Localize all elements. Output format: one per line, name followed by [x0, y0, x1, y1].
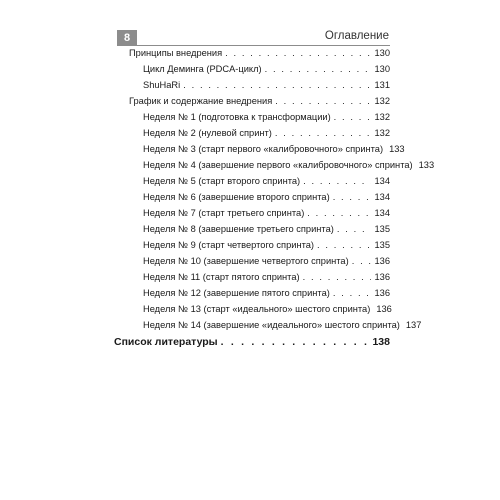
toc-entry-page: 137	[405, 320, 422, 330]
toc-entry-page: 132	[374, 128, 390, 138]
toc-entry-label: Список литературы	[114, 336, 218, 348]
toc-entry-label: Неделя № 14 (завершение «идеального» шестого спринта)	[143, 320, 400, 330]
toc-entry-page: 134	[374, 176, 390, 186]
toc-entry	[129, 95, 390, 107]
toc-entry	[143, 287, 390, 299]
toc-entry-label: Принципы внедрения	[129, 48, 223, 58]
toc-entry-page: 132	[374, 112, 390, 122]
toc-entry	[143, 207, 390, 219]
toc-entry-label: Неделя № 3 (старт первого «калибровочного» спринта)	[143, 144, 384, 154]
toc-entry	[143, 159, 435, 171]
leader-dots	[183, 79, 371, 91]
toc-entry	[143, 191, 390, 203]
toc-entry-page: 136	[374, 256, 390, 266]
leader-dots	[334, 111, 372, 123]
leader-dots	[225, 47, 371, 59]
leader-dots	[317, 239, 371, 251]
leader-dots	[265, 63, 372, 75]
toc-entry-page: 134	[374, 192, 390, 202]
leader-dots	[303, 271, 372, 283]
toc-entry	[143, 79, 390, 91]
toc-entry	[143, 127, 390, 139]
toc-entry-page: 130	[374, 48, 390, 58]
toc-entry	[143, 255, 390, 267]
toc-entry-page: 135	[374, 240, 390, 250]
toc-entry	[143, 271, 390, 283]
toc-entry-page: 136	[374, 288, 390, 298]
leader-dots	[333, 191, 372, 203]
toc-entry	[143, 239, 390, 251]
toc-entry-label: Неделя № 4 (завершение первого «калибровочного» спринта)	[143, 160, 413, 170]
toc-entry-label: Неделя № 8 (завершение третьего спринта)	[143, 224, 334, 234]
toc-entry-label: График и содержание внедрения	[129, 96, 273, 106]
toc-entry-label: Неделя № 7 (старт третьего спринта)	[143, 208, 305, 218]
toc-entry	[143, 111, 390, 123]
toc-entry-label: Неделя № 11 (старт пятого спринта)	[143, 272, 300, 282]
leader-dots	[337, 223, 372, 235]
toc-entry-page: 132	[374, 96, 390, 106]
toc-entry-label: Неделя № 6 (завершение второго спринта)	[143, 192, 330, 202]
toc-entry-label: Неделя № 2 (нулевой спринт)	[143, 128, 272, 138]
toc-entry-page: 135	[374, 224, 390, 234]
toc-entry	[143, 143, 405, 155]
toc-entry	[143, 319, 422, 331]
leader-dots	[307, 207, 371, 219]
toc-entry-page: 133	[418, 160, 435, 170]
toc-entry-page: 136	[376, 304, 392, 314]
toc-entry-label: ShuHaRi	[143, 80, 181, 90]
page-number-badge: 8	[117, 30, 137, 46]
toc-entry-page: 131	[374, 80, 390, 90]
toc-entry	[143, 63, 390, 75]
running-header-title: Оглавление	[324, 30, 389, 42]
leader-dots	[275, 127, 372, 139]
toc-entry-label: Неделя № 12 (завершение пятого спринта)	[143, 288, 330, 298]
toc-entry-label: Неделя № 1 (подготовка к трансформации)	[143, 112, 331, 122]
toc-entry-label: Неделя № 13 (старт «идеального» шестого спринта)	[143, 304, 371, 314]
toc-entry-page: 130	[374, 64, 390, 74]
toc-entry	[129, 47, 390, 59]
toc-entry-page: 138	[372, 336, 390, 348]
toc-entry	[143, 303, 390, 315]
toc-entry	[143, 175, 390, 187]
leader-dots	[221, 336, 370, 348]
toc-entry-label: Неделя № 5 (старт второго спринта)	[143, 176, 301, 186]
leader-dots	[275, 95, 371, 107]
leader-dots	[333, 287, 372, 299]
toc-entry	[143, 223, 390, 235]
toc-entry-page: 136	[374, 272, 390, 282]
toc-entry-label: Неделя № 10 (завершение четвертого спринта)	[143, 256, 349, 266]
toc-entry-label: Цикл Деминга (PDCA-цикл)	[143, 64, 262, 74]
toc-entry-label: Неделя № 9 (старт четвертого спринта)	[143, 240, 314, 250]
leader-dots	[303, 175, 371, 187]
toc-entry-page: 134	[374, 208, 390, 218]
toc-entry-page: 133	[389, 144, 405, 154]
leader-dots	[352, 255, 372, 267]
toc-entry-bibliography	[114, 336, 390, 348]
